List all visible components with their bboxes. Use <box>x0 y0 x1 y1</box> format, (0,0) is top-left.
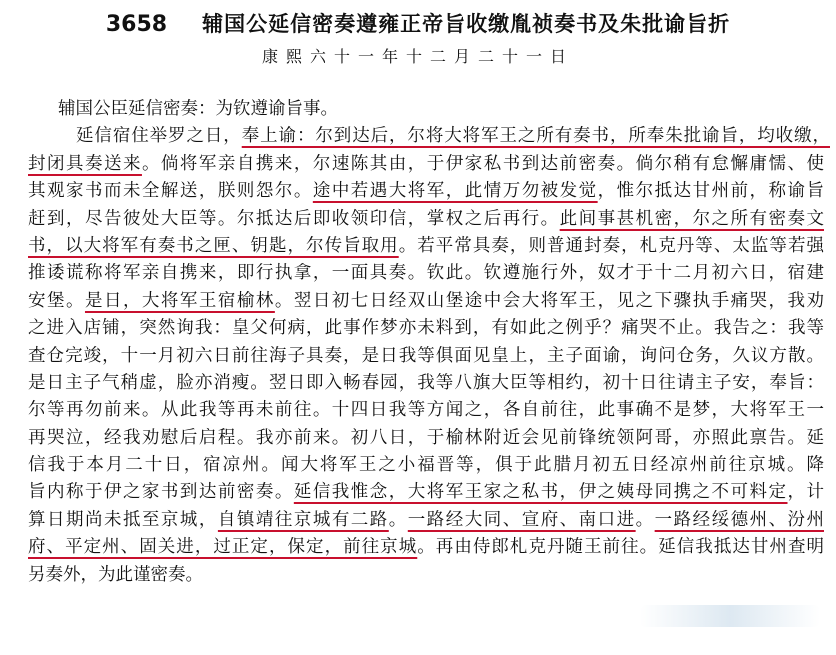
text-segment: 赶到，尽告彼处大臣等。尔抵达后即收领印信，掌权之后再行。 <box>28 208 560 229</box>
underlined-passage: 府、平定州、固关进，过正定，保定，前往京城 <box>28 537 418 558</box>
underlined-passage: 此间事甚机密，尔之所有密奏文 <box>559 208 824 229</box>
underlined-passage: 途中若遇大将军，此情万勿被发觉 <box>312 181 598 202</box>
text-segment: 查仓完竣，十一月初六日前往海子具奏，是日我等俱面见皇上，主子面谕，询问仓务，久议方散。 <box>28 345 824 366</box>
text-segment: 另奏外，为此谨密奏。 <box>28 564 203 585</box>
text-segment: 再哭泣，经我劝慰后启程。我亦前来。初八日，于榆林附近会见前锋统领阿哥，亦照此禀告。延 <box>28 427 824 448</box>
watermark <box>640 605 820 627</box>
underlined-passage: 自镇靖往京城有二路 <box>217 509 389 530</box>
underlined-passage: 奉上谕：尔到达后，尔将大将军王之所有奏书，所奉朱批谕旨，均收缴， <box>241 126 830 147</box>
text-segment: 算日期尚未抵至京城， <box>28 509 218 530</box>
text-segment: 延信宿住举罗之日， <box>76 126 242 147</box>
text-segment: 。倘将军亲自携来，尔速陈其由，于伊家私书到达前密奏。倘尔稍有怠懈庸懦、使 <box>141 153 824 174</box>
text-line <box>28 233 824 260</box>
text-line <box>28 425 824 452</box>
text-segment: ，惟尔抵达甘州前，称谕旨 <box>597 181 824 202</box>
text-line <box>28 343 824 370</box>
document-header <box>0 8 836 38</box>
text-line <box>28 315 824 342</box>
underlined-passage: 一路经绥德州、汾州 <box>654 509 824 530</box>
underlined-passage: 封闭具奏送来 <box>28 153 142 174</box>
text-segment: ，计 <box>787 482 824 503</box>
text-segment: 。若平常具奏，则普通封奏，札克丹等、太监等若强 <box>398 235 824 256</box>
text-line <box>28 178 824 205</box>
text-line <box>28 479 824 506</box>
text-line <box>76 123 830 150</box>
text-segment: 。再由侍郎札克丹随王前往。延信我抵达甘州查明 <box>417 537 824 558</box>
text-segment: 尔等再勿前来。从此我等再未前往。十四日我等方闻之，各自前往，此事确不是梦，大将军王一 <box>28 400 824 421</box>
text-segment: 安堡。 <box>28 290 85 311</box>
underlined-passage: 是日，大将军王宿榆林 <box>84 290 275 311</box>
text-line <box>28 507 824 534</box>
text-line <box>28 206 824 233</box>
memorial-body-text <box>28 96 830 589</box>
document-title: 辅国公延信密奏遵雍正帝旨收缴胤祯奏书及朱批谕旨折 <box>202 12 731 36</box>
text-line <box>28 288 824 315</box>
text-segment: 推诿谎称将军亲自携来，即行执拿，一面具奏。钦此。钦遵施行外，奴才于十二月初六日，宿建 <box>28 263 824 284</box>
text-line <box>28 151 824 178</box>
underlined-passage: 一路经大同、宣府、南口进 <box>407 509 636 530</box>
text-segment: 辅国公臣延信密奏：为钦遵谕旨事。 <box>58 99 338 119</box>
underlined-passage: 延信我惟念，大将军王家之私书，伊之姨母同携之不可料定 <box>293 482 788 503</box>
document-number: 3658 <box>105 12 168 37</box>
text-line <box>28 452 824 479</box>
text-line <box>58 96 830 123</box>
document-date: 康熙六十一年十二月二十一日 <box>261 47 574 66</box>
text-segment: 信我于本月二十日，宿凉州。闻大将军王之小福晋等，俱于此腊月初五日经凉州前往京城。降 <box>28 455 824 476</box>
text-segment: 。 <box>635 509 655 530</box>
text-segment: 其观家书而未全解送，朕则怨尔。 <box>28 181 313 202</box>
text-segment: 之进入店铺，突然询我：皇父何病，此事作梦亦未料到，有如此之例乎？痛哭不止。我告之：我等 <box>28 318 824 339</box>
text-segment: 是日主子气稍虚，脸亦消瘦。翌日即入畅春园，我等八旗大臣等相约，初十日往请主子安，奉旨： <box>28 372 824 393</box>
text-segment: 旨内称于伊之家书到达前密奏。 <box>28 482 294 503</box>
text-line <box>28 370 824 397</box>
text-line <box>28 397 824 424</box>
text-segment: 。翌日初七日经双山堡途中会大将军王，见之下骤执手痛哭，我劝 <box>274 290 824 311</box>
text-line <box>28 260 824 287</box>
text-segment: 。 <box>388 509 408 530</box>
text-line <box>28 562 824 589</box>
underlined-passage: 书，以大将军有奏书之匣、钥匙，尔传旨取用 <box>28 235 399 256</box>
text-line <box>28 534 824 561</box>
